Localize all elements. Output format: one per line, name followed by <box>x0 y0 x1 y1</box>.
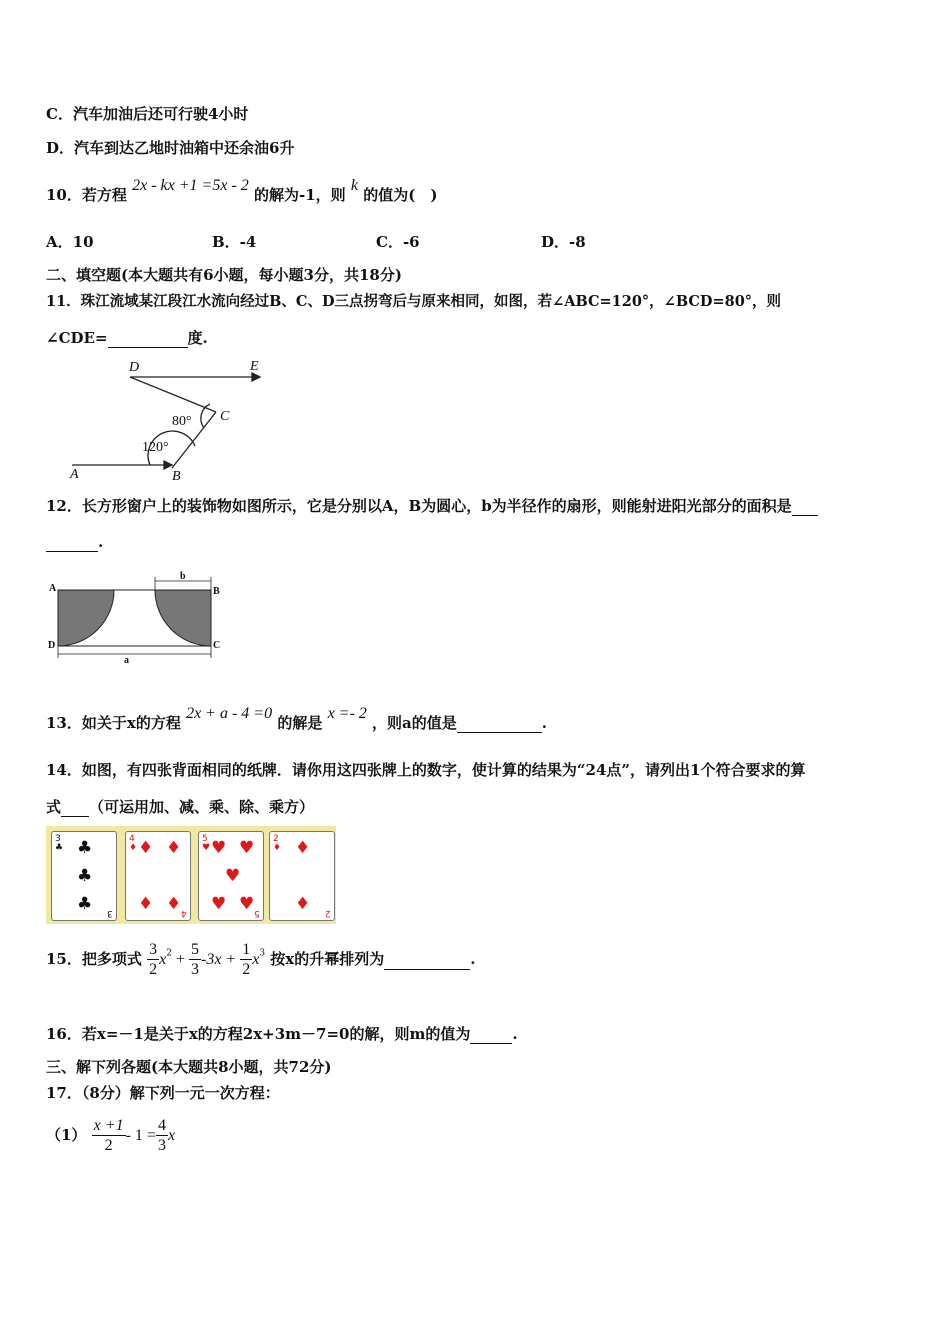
q15-frac-3 <box>240 940 252 979</box>
q10-option-d: D．-8 <box>541 233 586 251</box>
label-d: D <box>48 640 56 651</box>
q15-term-2: -3x + <box>200 951 241 968</box>
heart-icon: ♥ <box>225 866 241 886</box>
q16-text: 16．若x=－1是关于x的方程2x+3m－7=0的解，则m的值为 <box>46 1025 471 1043</box>
q12-text: 12．长方形窗户上的装饰物如图所示，它是分别以A，B为圆心，b为半径作的扇形，则能射进阳光部分的面积是 <box>46 497 792 515</box>
card-rank: 3 <box>107 908 113 918</box>
q15-exp-3: 3 <box>259 948 266 959</box>
q11-line1: 11．珠江流域某江段江水流向经过B、C、D三点拐弯后与原来相同，如图，若∠ABC=120°，∠BCD=80°，则 <box>46 293 782 310</box>
question-16 <box>46 1023 518 1044</box>
frac-den: 2 <box>242 961 251 978</box>
label-b: B <box>172 469 181 484</box>
label-d: D <box>129 360 140 375</box>
q13-mid: 的解是 <box>277 714 323 732</box>
q17-sub1 <box>46 1116 175 1155</box>
diamond-icon: ♦ <box>129 843 138 853</box>
card-rank: 2 <box>325 908 331 918</box>
q10-suffix: 的值为( ) <box>363 186 438 204</box>
q15-exp-2: 2 <box>166 948 172 959</box>
q17-sub1-label: （1） <box>46 1126 87 1144</box>
frac-num: 1 <box>242 941 251 958</box>
q10-prefix: 10．若方程 <box>46 186 127 204</box>
q10-mid: 的解为-1，则 <box>254 186 346 204</box>
heart-icon: ♥ <box>211 894 227 914</box>
q14-prefix: 式 <box>46 798 62 816</box>
q11-prefix: ∠CDE= <box>46 329 108 347</box>
card-5-hearts <box>198 831 264 921</box>
club-icon: ♣ <box>77 894 93 914</box>
q13-suffix-b: . <box>541 714 548 732</box>
q13-equation: 2x + a - 4 =0 <box>186 705 273 722</box>
diamond-icon: ♦ <box>138 894 154 914</box>
q15-term-1: x <box>159 951 167 968</box>
card-rank: 2 <box>273 834 279 844</box>
club-icon: ♣ <box>77 866 93 886</box>
heart-icon: ♥ <box>239 838 255 858</box>
q13-suffix-a: ，则a的值是 <box>372 714 457 732</box>
q15-frac-2 <box>189 940 201 979</box>
heart-icon: ♥ <box>211 838 227 858</box>
q10-var: k <box>350 177 359 194</box>
frac-den: 3 <box>157 1137 166 1154</box>
label-a: A <box>70 467 79 482</box>
frac-den: 3 <box>190 961 199 978</box>
q10-option-c: C．-6 <box>376 233 420 251</box>
q12-suffix: . <box>98 533 104 551</box>
q14-line1: 14．如图，有四张背面相同的纸牌．请你用这四张牌上的数字，使计算的结果为“24点”，请列出1个符合要求的算 <box>46 761 806 779</box>
q15-prefix: 15．把多项式 <box>46 950 142 968</box>
diamond-icon: ♦ <box>166 894 182 914</box>
diamond-icon: ♦ <box>166 838 182 858</box>
label-b-len: b <box>180 571 186 582</box>
q13-answer-blank[interactable] <box>457 714 542 733</box>
question-13 <box>46 705 548 733</box>
card-rank: 5 <box>254 908 260 918</box>
card-3-clubs <box>51 831 117 921</box>
q14-line2 <box>46 796 314 817</box>
option-c-q9: C．汽车加油后还可行驶4小时 <box>46 105 249 123</box>
q13-prefix: 13．如关于x的方程 <box>46 714 181 732</box>
diamond-icon: ♦ <box>295 838 311 858</box>
card-rank: 3 <box>55 834 61 844</box>
label-b: B <box>213 586 220 597</box>
frac-num: 4 <box>157 1117 166 1134</box>
q17-line1: 17．（8分）解下列一元一次方程： <box>46 1084 280 1102</box>
frac-num: x +1 <box>93 1117 124 1134</box>
q10-equation: 2x - kx +1 =5x - 2 <box>132 177 249 194</box>
heart-icon: ♥ <box>202 843 211 853</box>
section-2-heading: 二、填空题(本大题共有6小题，每小题3分，共18分) <box>46 266 402 284</box>
label-c: C <box>220 409 230 424</box>
q10-option-b: B．-4 <box>212 233 257 251</box>
q13-solution: x =- 2 <box>327 705 367 722</box>
card-rank: 4 <box>129 834 135 844</box>
q15-frac-1 <box>147 940 159 979</box>
option-d-q9: D．汽车到达乙地时油箱中还余油6升 <box>46 139 295 157</box>
question-15 <box>46 940 475 979</box>
q15-mid: 按x的升幂排列为 <box>270 950 385 968</box>
q10-option-a: A．10 <box>46 233 94 251</box>
q15-suffix: . <box>470 950 476 968</box>
q14-suffix: （可运用加、减、乘、除、乘方） <box>89 798 315 816</box>
label-e: E <box>250 359 259 374</box>
card-rank: 5 <box>202 834 208 844</box>
card-4-diamonds <box>125 831 191 921</box>
q15-term-3: x <box>252 951 260 968</box>
q17-var: x <box>167 1127 176 1144</box>
q16-suffix: . <box>512 1025 518 1043</box>
card-2-diamonds <box>269 831 335 921</box>
club-icon: ♣ <box>77 838 93 858</box>
q17-mid: - 1 = <box>125 1127 156 1144</box>
section-3-heading: 三、解下列各题(本大题共8小题，共72分) <box>46 1058 332 1076</box>
label-c: C <box>213 640 221 651</box>
angle-b-label: 120° <box>142 440 169 455</box>
label-a: A <box>49 583 57 594</box>
card-rank: 4 <box>181 908 187 918</box>
frac-den: 2 <box>149 961 158 978</box>
diamond-icon: ♦ <box>295 894 311 914</box>
q16-answer-blank[interactable] <box>470 1025 512 1044</box>
heart-icon: ♥ <box>239 894 255 914</box>
angle-c-label: 80° <box>172 414 192 429</box>
frac-num: 3 <box>149 941 158 958</box>
q17-frac-1 <box>92 1116 126 1155</box>
frac-den: 2 <box>104 1137 113 1154</box>
q15-answer-blank[interactable] <box>384 950 470 970</box>
diamond-icon: ♦ <box>273 843 282 853</box>
frac-num: 5 <box>190 941 199 958</box>
q14-answer-blank[interactable] <box>61 798 89 817</box>
q11-suffix: 度. <box>187 329 208 347</box>
diamond-icon: ♦ <box>138 838 154 858</box>
label-a-len: a <box>124 655 129 666</box>
q17-frac-2 <box>156 1116 168 1155</box>
club-icon: ♣ <box>55 843 64 853</box>
q15-plus: + <box>171 951 189 968</box>
